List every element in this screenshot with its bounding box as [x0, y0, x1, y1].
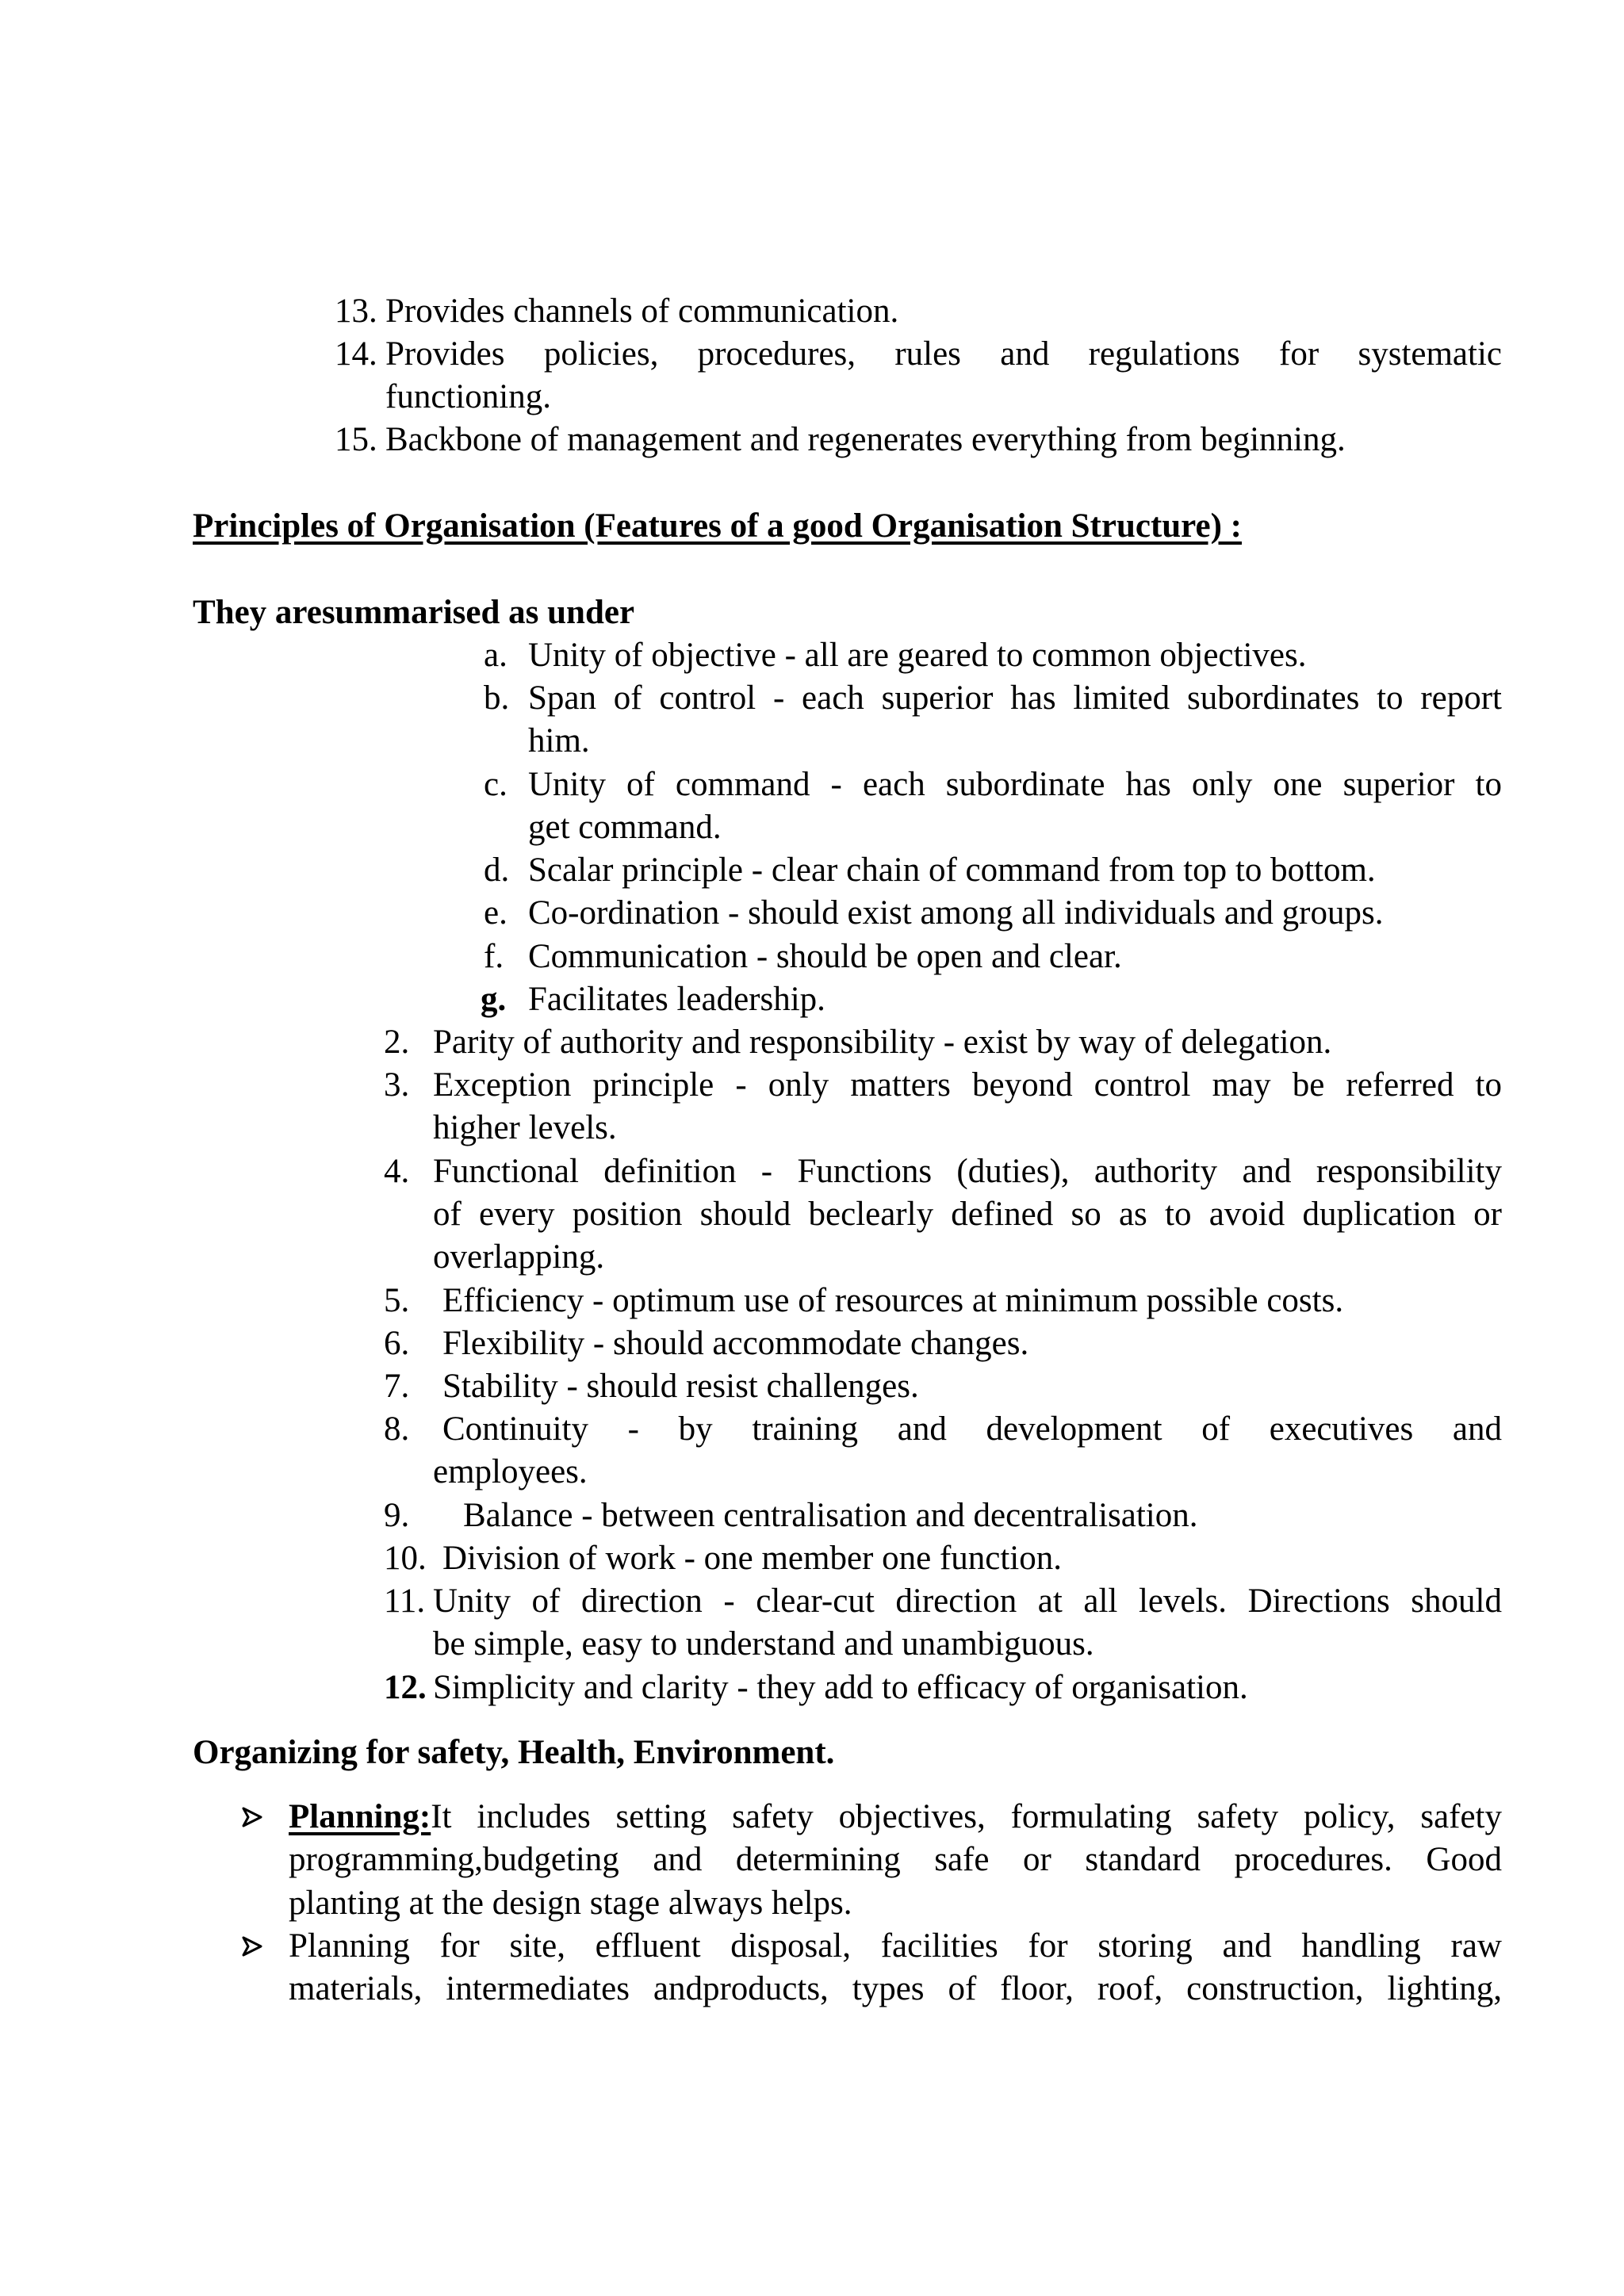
list-item-number: 2.: [384, 1024, 410, 1061]
arrow-bullet-icon: [242, 1925, 262, 1957]
list-item-number: 6.: [384, 1325, 410, 1362]
list-item-text: Provides channels of communication.: [385, 293, 899, 330]
list-item-number: 10.: [384, 1540, 427, 1577]
list-item-text: Functional definition - Functions (duties), authority and responsibility: [433, 1153, 1502, 1190]
alpha-item-text: Communication - should be open and clear.: [528, 938, 1122, 975]
bullet-label: Planning:: [289, 1798, 431, 1835]
list-item-text: Continuity - by training and development of executives and: [442, 1410, 1502, 1448]
list-item-number: 4.: [384, 1153, 410, 1190]
list-item-text: Provides policies, procedures, rules and regulations for systematic: [385, 335, 1502, 373]
alpha-item-text: Facilitates leadership.: [528, 981, 825, 1018]
alpha-item-letter: g.: [481, 981, 507, 1018]
list-item-continuation: of every position should beclearly defined so as to avoid duplication or: [433, 1196, 1502, 1233]
alpha-item-letter: a.: [484, 637, 508, 674]
list-item-number: 3.: [384, 1066, 410, 1104]
alpha-item-letter: e.: [484, 894, 508, 932]
arrow-bullet-icon: [242, 1796, 262, 1827]
bullet-continuation: materials, intermediates andproducts, types of floor, roof, construction, lighting,: [289, 1970, 1502, 2007]
list-item-number: 9.: [384, 1497, 410, 1534]
alpha-item-letter: d.: [484, 851, 510, 889]
alpha-item-text: Unity of objective - all are geared to common objectives.: [528, 637, 1307, 674]
alpha-item-letter: b.: [484, 679, 510, 717]
list-item-number: 8.: [384, 1410, 410, 1448]
list-item-continuation: employees.: [433, 1453, 588, 1490]
heading-principles: Principles of Organisation (Features of a good Organisation Structure) :: [193, 507, 1242, 545]
list-item-continuation: functioning.: [385, 378, 551, 415]
list-item-text: Efficiency - optimum use of resources at minimum possible costs.: [442, 1282, 1344, 1319]
list-item-text: Parity of authority and responsibility - exist by way of delegation.: [433, 1024, 1332, 1061]
alpha-item-text: Scalar principle - clear chain of command from top to bottom.: [528, 851, 1376, 889]
list-item-number: 13.: [335, 293, 377, 330]
list-item-text: Exception principle - only matters beyond control may be referred to: [433, 1066, 1502, 1104]
list-item-text: Balance - between centralisation and decentralisation.: [463, 1497, 1198, 1534]
alpha-item-text: Span of control - each superior has limited subordinates to report: [528, 679, 1502, 717]
alpha-item-letter: f.: [484, 938, 504, 975]
alpha-item-letter: c.: [484, 766, 508, 803]
list-item-continuation: higher levels.: [433, 1109, 617, 1146]
list-item-continuation: be simple, easy to understand and unambiguous.: [433, 1625, 1094, 1663]
alpha-item-text: Co-ordination - should exist among all individuals and groups.: [528, 894, 1384, 932]
alpha-item-continuation: him.: [528, 722, 590, 760]
list-item-text: Backbone of management and regenerates everything from beginning.: [385, 421, 1346, 458]
subheading: They aresummarised as under: [193, 594, 635, 631]
list-item-number: 7.: [384, 1368, 410, 1405]
list-item-number: 14.: [335, 335, 377, 373]
list-item-number: 12.: [384, 1669, 427, 1706]
list-item-text: Simplicity and clarity - they add to efficacy of organisation.: [433, 1669, 1248, 1706]
heading-safety: Organizing for safety, Health, Environment.: [193, 1734, 835, 1771]
list-item-number: 15.: [335, 421, 377, 458]
bullet-text: It includes setting safety objectives, formulating safety policy, safety: [431, 1798, 1502, 1835]
bullet-continuation: programming,budgeting and determining safe or standard procedures. Good: [289, 1841, 1502, 1878]
list-item-number: 5.: [384, 1282, 410, 1319]
list-item-text: Division of work - one member one function.: [442, 1540, 1062, 1577]
bullet-first-line: [289, 1796, 1502, 1839]
list-item-number: 11.: [384, 1582, 426, 1620]
list-item-text: Stability - should resist challenges.: [442, 1368, 919, 1405]
alpha-item-text: Unity of command - each subordinate has only one superior to: [528, 766, 1502, 803]
alpha-item-continuation: get command.: [528, 809, 722, 846]
bullet-continuation: planting at the design stage always helps.: [289, 1885, 852, 1922]
list-item-text: Flexibility - should accommodate changes.: [442, 1325, 1029, 1362]
bullet-text: Planning for site, effluent disposal, facilities for storing and handling raw: [289, 1927, 1502, 1965]
list-item-continuation: overlapping.: [433, 1238, 605, 1276]
list-item-text: Unity of direction - clear-cut direction at all levels. Directions should: [433, 1582, 1502, 1620]
